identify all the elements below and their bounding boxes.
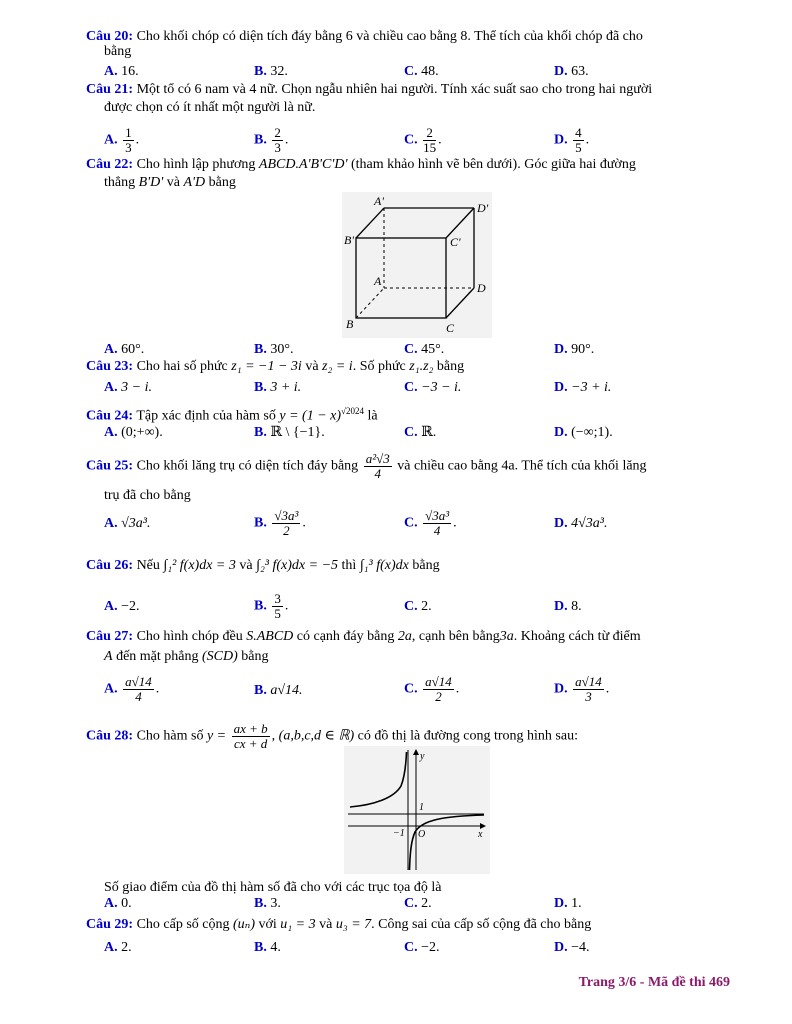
q20-stem: Câu 20: Cho khối chóp có diện tích đáy bằng 6 và chiều cao bằng 8. Thể tích của khối chóp đã cho [86,29,643,44]
q24-option-c: C. ℝ. [404,425,437,440]
label-a: A [374,274,382,288]
q23-option-b: B. 3 + i. [254,380,302,395]
label-b1: B' [344,233,354,247]
q24-option-a: A. (0;+∞). [104,425,163,440]
axis-y-label: y [420,751,425,762]
q27-option-b: B. a√14. [254,683,303,698]
q23-stem: Câu 23: Cho hai số phức z₁ = −1 − 3i và z₂ = i. Số phức z₁.z₂ bằng [86,359,465,374]
q21-option-b: B. $\frac{2}{3}$ . [254,125,289,155]
q21-option-a: A. $\frac{1}{3}$ . [104,125,140,155]
q21-stem-line2: được chọn có ít nhất một người là nữ. [104,100,316,115]
label-a1: A' [374,194,384,208]
q29-option-d: D. −4. [554,940,590,955]
q23-option-d: D. −3 + i. [554,380,612,395]
q24-stem: Câu 24: Tập xác định của hàm số $y = (1 - x)^{√2024}$ là [86,406,378,424]
q25-stem-line2: trụ đã cho bằng [104,488,191,503]
q26-stem: Câu 26: Nếu ∫₁² f(x)dx = 3 và ∫₂³ f(x)dx = −5 thì ∫₁³ f(x)dx bằng [86,558,440,573]
q22-option-d: D. 90°. [554,342,595,357]
label-neg1: −1 [393,828,405,839]
label-d1: D' [477,201,489,215]
q25-option-d: D. 4√3a³. [554,516,608,531]
q28-option-b: B. 3. [254,896,281,911]
q20-option-a: A. 16. [104,64,139,79]
q26-option-b: B. $\frac{3}{5}$ . [254,591,289,621]
axis-x-label: x [478,829,483,840]
q21-option-d: D. $\frac{4}{5}$ . [554,125,590,155]
q23-option-a: A. 3 − i. [104,380,152,395]
hyperbola-graph [344,746,490,874]
q20-option-d: D. 63. [554,64,589,79]
q22-stem: Câu 22: Cho hình lập phương ABCD.A'B'C'D' (tham khảo hình vẽ bên dưới). Góc giữa hai đường [86,157,636,172]
q22-stem-line2: thẳng B'D' và A'D bằng [104,175,236,190]
q21-stem: Câu 21: Một tổ có 6 nam và 4 nữ. Chọn ngẫu nhiên hai người. Tính xác suất sao cho trong hai người [86,82,653,97]
q22-option-b: B. 30°. [254,342,294,357]
q20-option-c: C. 48. [404,64,439,79]
q28-option-a: A. 0. [104,896,132,911]
q28-stem: Câu 28: Cho hàm số y = $\frac{ax + b}{cx + d}$ , (a,b,c,d ∈ ℝ) có đồ thị là đường cong trong hình sau: [86,721,578,751]
q20-option-b: B. 32. [254,64,288,79]
q29-option-c: C. −2. [404,940,440,955]
label-one: 1 [419,802,424,813]
q25-option-c: C. $\frac{\text{√3a³}}{4}$ . [404,508,457,538]
q26-option-a: A. −2. [104,599,140,614]
q24-option-d: D. (−∞;1). [554,425,613,440]
q25-option-b: B. $\frac{\text{√3a³}}{2}$ . [254,508,306,538]
cube-figure [342,192,492,338]
q28-question: Số giao điểm của đồ thị hàm số đã cho với các trục tọa độ là [104,880,442,895]
label-origin: O [418,829,426,840]
q29-option-b: B. 4. [254,940,281,955]
q25-option-a: A. √3a³. [104,516,151,531]
question-label: Câu 20: [86,29,134,44]
q27-stem: Câu 27: Cho hình chóp đều S.ABCD có cạnh đáy bằng 2a, cạnh bên bằng3a. Khoảng cách từ điểm [86,629,641,644]
q28-option-d: D. 1. [554,896,582,911]
q27-option-a: A. $\frac{a√14}{4}$ . [104,674,160,704]
q21-option-c: C. $\frac{2}{15}$ . [404,125,442,155]
q27-option-c: C. $\frac{a√14}{2}$ . [404,674,460,704]
q26-option-d: D. 8. [554,599,582,614]
q28-option-c: C. 2. [404,896,432,911]
label-d: D [477,281,486,295]
q29-option-a: A. 2. [104,940,132,955]
q29-stem: Câu 29: Cho cấp số cộng (uₙ) với u₁ = 3 và u₃ = 7. Công sai của cấp số cộng đã cho bằng [86,917,592,932]
label-c: C [446,321,455,335]
q20-stem-line2: bằng [104,44,132,59]
q27-option-d: D. $\frac{a√14}{3}$ . [554,674,610,704]
page-footer: Trang 3/6 - Mã đề thi 469 [578,975,730,990]
q26-option-c: C. 2. [404,599,432,614]
q22-option-a: A. 60°. [104,342,145,357]
q27-stem-line2: A đến mặt phẳng (SCD) bằng [104,649,269,664]
q24-option-b: B. ℝ \ {−1}. [254,425,325,440]
q22-option-c: C. 45°. [404,342,445,357]
q25-stem: Câu 25: Cho khối lăng trụ có diện tích đáy bằng $\frac{\text{a²√3}}{4}$ và chiều cao bằng 4a. Thể tích của khối lăng [86,451,647,481]
label-c1: C' [450,235,461,249]
q23-option-c: C. −3 − i. [404,380,462,395]
label-b: B [346,317,354,331]
